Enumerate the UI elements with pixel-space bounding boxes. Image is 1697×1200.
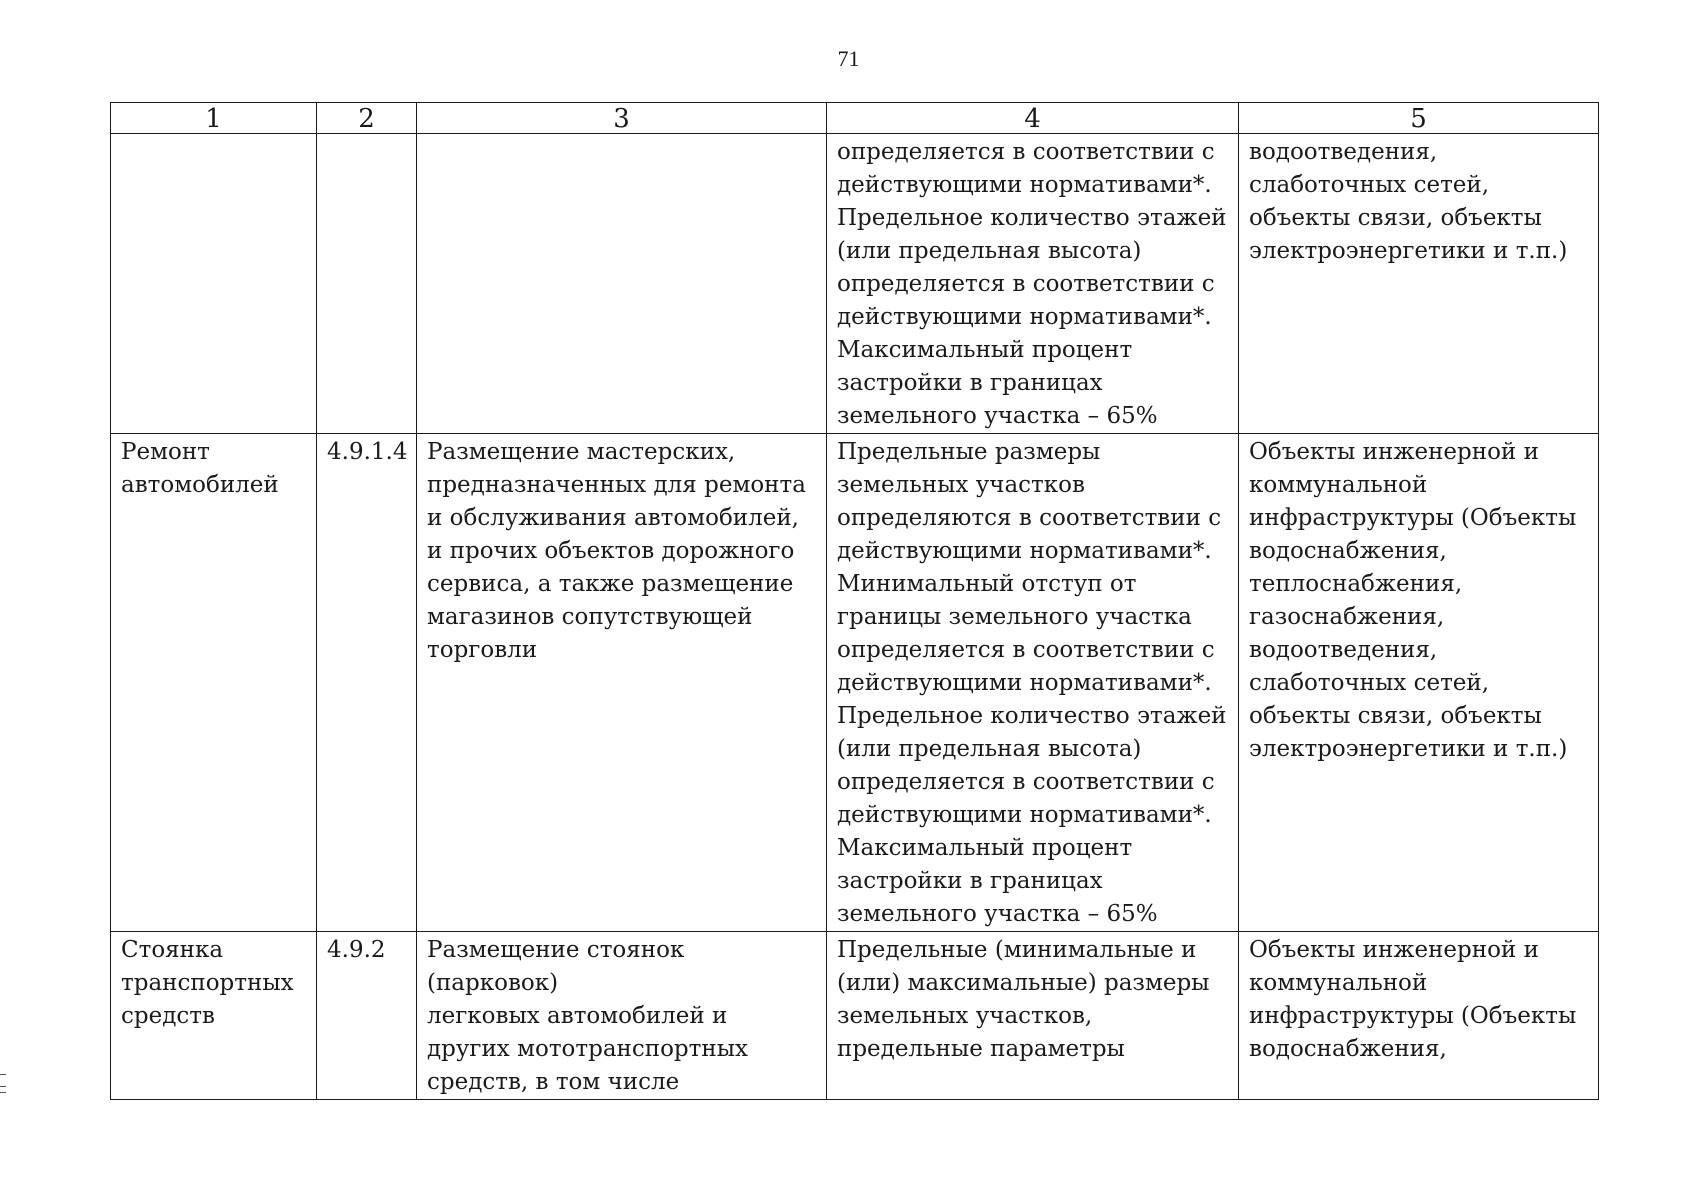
column-header-2: 2 <box>317 103 417 134</box>
table-row <box>111 434 1599 932</box>
cell-use-parameters: Предельные размеры земельных участков определяются в соответствии с действующими нормативами*. Минимальный отступ от границы земельного участка определяется в соответствии с действующими нормативами*. Предельное количество этажей (или предельная высота) определяется в соответствии с действующими нормативами*. Максимальный процент застройки в границах земельного участка – 65% <box>827 434 1239 932</box>
table-header-row <box>111 103 1599 134</box>
cell-use-description <box>417 134 827 434</box>
cell-use-description: Размещение мастерских, предназначенных для ремонта и обслуживания автомобилей, и прочих объектов дорожного сервиса, а также размещение магазинов сопутствующей торговли <box>417 434 827 932</box>
cell-use-code <box>317 134 417 434</box>
cell-use-code: 4.9.2 <box>317 932 417 1100</box>
scan-margin-mark <box>0 1092 6 1093</box>
column-header-4: 4 <box>827 103 1239 134</box>
cell-use-infrastructure: водоотведения, слаботочных сетей, объекты связи, объекты электроэнергетики и т.п.) <box>1239 134 1599 434</box>
cell-use-code: 4.9.1.4 <box>317 434 417 932</box>
cell-use-name: Ремонт автомобилей <box>111 434 317 932</box>
column-header-5: 5 <box>1239 103 1599 134</box>
scan-margin-mark <box>0 1086 6 1087</box>
page-number: 71 <box>837 46 860 71</box>
cell-use-description: Размещение стоянок (парковок) легковых автомобилей и других мототранспортных средств, в том числе <box>417 932 827 1100</box>
scan-margin-mark <box>0 1074 6 1075</box>
column-header-3: 3 <box>417 103 827 134</box>
table-row <box>111 134 1599 434</box>
cell-use-name: Стоянка транспортных средств <box>111 932 317 1100</box>
column-header-1: 1 <box>111 103 317 134</box>
cell-use-name <box>111 134 317 434</box>
cell-use-infrastructure: Объекты инженерной и коммунальной инфраструктуры (Объекты водоснабжения, <box>1239 932 1599 1100</box>
cell-use-parameters: Предельные (минимальные и (или) максимальные) размеры земельных участков, предельные параметры <box>827 932 1239 1100</box>
cell-use-infrastructure: Объекты инженерной и коммунальной инфраструктуры (Объекты водоснабжения, теплоснабжения, газоснабжения, водоотведения, слаботочных сетей, объекты связи, объекты электроэнергетики и т.п.) <box>1239 434 1599 932</box>
cell-use-parameters: определяется в соответствии с действующими нормативами*. Предельное количество этажей (или предельная высота) определяется в соответствии с действующими нормативами*. Максимальный процент застройки в границах земельного участка – 65% <box>827 134 1239 434</box>
zoning-table <box>110 102 1599 1100</box>
table-row <box>111 932 1599 1100</box>
